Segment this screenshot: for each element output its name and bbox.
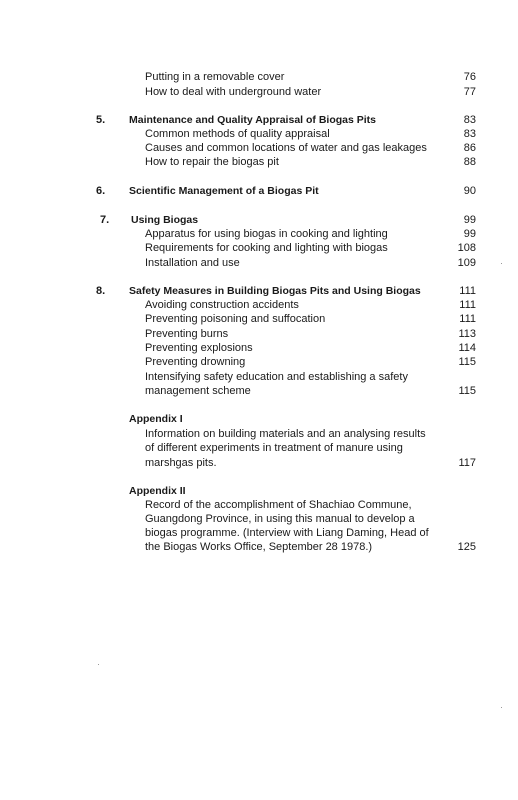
page-number: 99 (463, 228, 476, 240)
page-number: 115 (458, 385, 476, 397)
appendix-text-line: the Biogas Works Office, September 28 1978.) (145, 541, 373, 553)
toc-entry: How to repair the biogas pit (145, 156, 279, 168)
toc-entry: Preventing poisoning and suffocation (145, 313, 326, 325)
toc-entry-line: management scheme (145, 385, 251, 397)
page-number: 111 (459, 299, 476, 311)
toc-entry: Preventing explosions (145, 342, 253, 354)
page-number: 83 (463, 128, 476, 140)
page-number: 77 (463, 86, 476, 98)
page-number: 83 (463, 114, 476, 126)
chapter-title-8: Safety Measures in Building Biogas Pits and Using Biogas (129, 285, 421, 297)
toc-entry-removable-cover: Putting in a removable cover (145, 71, 285, 83)
scan-speck (501, 707, 502, 708)
toc-entry: Causes and common locations of water and gas leakages (145, 142, 427, 154)
appendix-text-line: Record of the accomplishment of Shachiao Commune, (145, 499, 412, 511)
page-number: 108 (457, 242, 476, 254)
toc-entry: Common methods of quality appraisal (145, 128, 330, 140)
toc-entry: Installation and use (145, 257, 240, 269)
chapter-number: 8. (96, 285, 106, 297)
scan-speck (98, 664, 99, 665)
page-number: 99 (463, 214, 476, 226)
page-number: 111 (459, 313, 476, 325)
toc-entry: Avoiding construction accidents (145, 299, 299, 311)
appendix-text-line: Guangdong Province, in using this manual to develop a (145, 513, 415, 525)
chapter-number: 5. (96, 114, 106, 126)
appendix-text-line: Information on building materials and an analysing results (145, 428, 426, 440)
page-number: 76 (463, 71, 476, 83)
appendix-title-1: Appendix I (129, 413, 183, 425)
toc-entry: Preventing burns (145, 328, 229, 340)
page-number: 114 (458, 342, 476, 354)
toc-entry: Requirements for cooking and lighting with biogas (145, 242, 388, 254)
page-number: 90 (463, 185, 476, 197)
page-number: 86 (463, 142, 476, 154)
page-number: 111 (459, 285, 476, 297)
chapter-number: 7. (100, 214, 110, 226)
page-number: 88 (463, 156, 476, 168)
page-number: 113 (458, 328, 476, 340)
appendix-title-2: Appendix II (129, 485, 186, 497)
appendix-text-line: biogas programme. (Interview with Liang Daming, Head of (145, 527, 429, 539)
scan-speck (501, 263, 502, 264)
page-number: 109 (457, 257, 476, 269)
page-number: 125 (457, 541, 476, 553)
chapter-title-5: Maintenance and Quality Appraisal of Biogas Pits (129, 114, 376, 126)
chapter-title-6: Scientific Management of a Biogas Pit (129, 185, 319, 197)
page-number: 117 (458, 457, 476, 469)
toc-entry: Preventing drowning (145, 356, 246, 368)
appendix-text-line: of different experiments in treatment of manure using (145, 442, 403, 454)
toc-entry: Apparatus for using biogas in cooking and lighting (145, 228, 388, 240)
toc-entry-line: Intensifying safety education and establishing a safety (145, 371, 408, 383)
page-number: 115 (458, 356, 476, 368)
chapter-title-7: Using Biogas (131, 214, 199, 226)
chapter-number: 6. (96, 185, 106, 197)
toc-entry-underground-water: How to deal with underground water (145, 86, 322, 98)
appendix-text-line: marshgas pits. (145, 457, 217, 469)
